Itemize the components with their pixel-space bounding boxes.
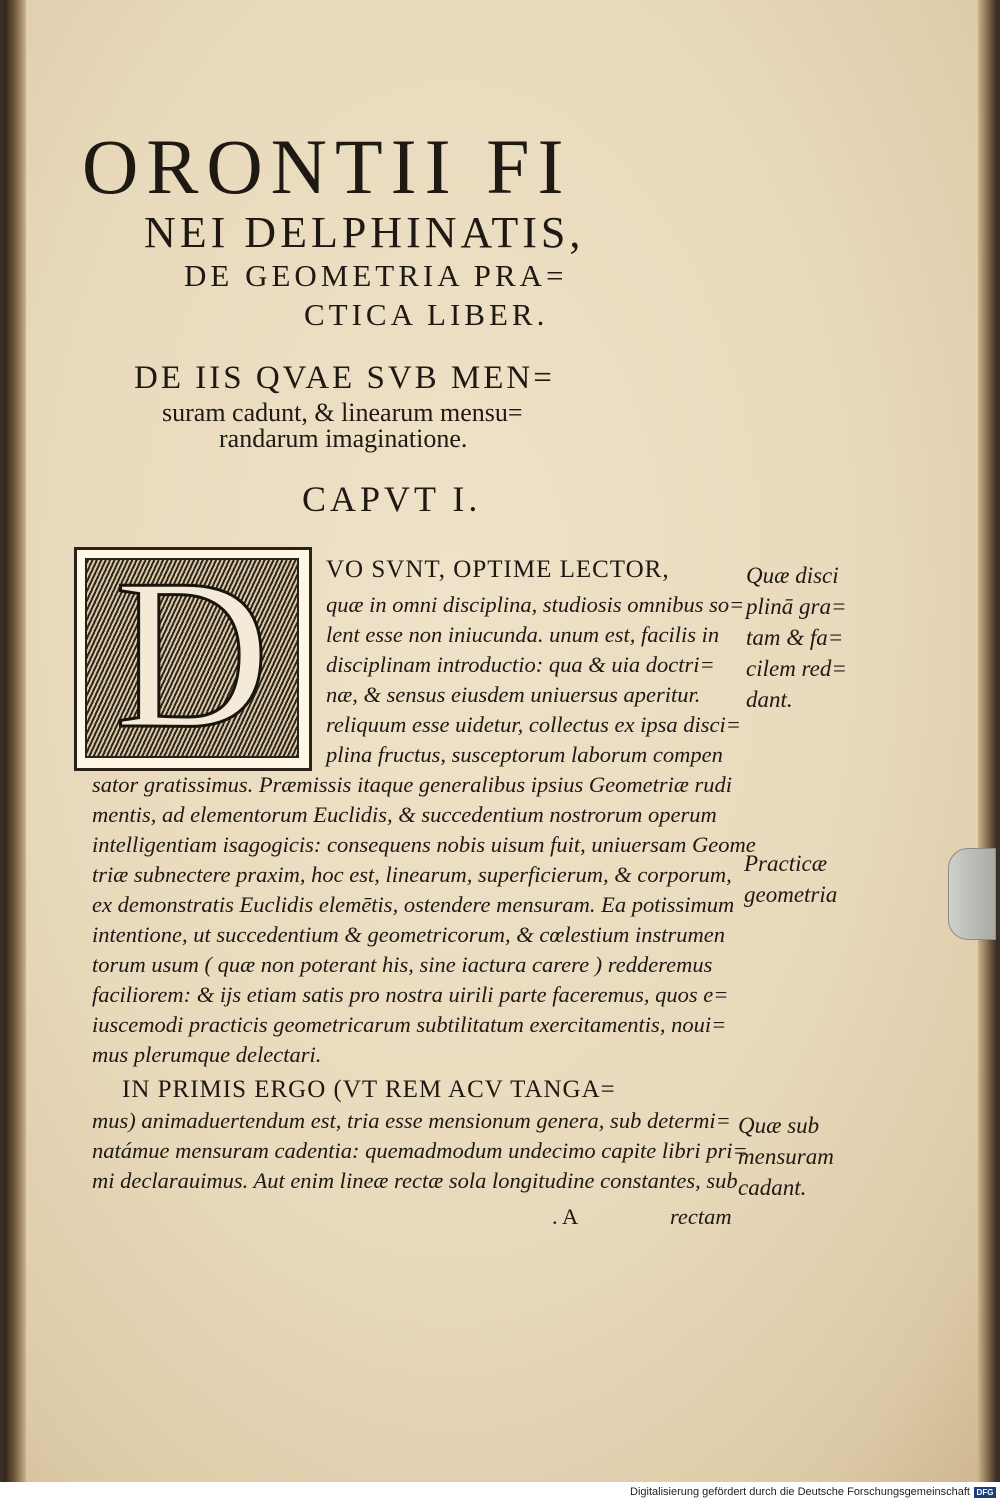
title-line-4: CTICA LIBER. [304,297,549,332]
page-clip [948,848,996,940]
body-line: intentione, ut succedentium & geometricorum, & cœlestium instrumen [92,922,726,947]
margin-note: Practicæ geometria [744,851,838,907]
body-line: natámue mensuram cadentia: quemadmodum undecimo capite libri pri= [92,1138,748,1163]
page-gutter [4,0,26,1482]
body-line: triæ subnectere praxim, hoc est, linearum, superficierum, & corporum, [92,862,732,887]
title-line-1: ORONTII FI [82,123,572,210]
footer-credit: Digitalisierung gefördert durch die Deutsche Forschungsgemeinschaft [630,1486,970,1498]
body-line: mentis, ad elementorum Euclidis, & succedentium nostrorum operum [92,802,717,827]
signature-mark: . A [552,1204,579,1229]
margin-note: Quæ sub mensuram cadant. [738,1113,834,1200]
body-line: næ, & sensus eiusdem uniuersus aperitur. [326,682,701,707]
initial-letter: D [114,534,270,773]
body-line: intelligentiam isagogicis: consequens nobis uisum fuit, uniuersam Geome [92,832,756,857]
body-line: mi declarauimus. Aut enim lineæ rectæ sola longitudine constantes, sub [92,1168,738,1193]
body-line: VO SVNT, OPTIME LECTOR, [326,556,670,583]
body-line: torum usum ( quæ non poterant his, sine iactura carere ) redderemus [92,952,713,977]
body-line: quæ in omni disciplina, studiosis omnibus so= [326,592,745,617]
page-edge [978,0,996,1482]
subtitle-line-3: randarum imaginatione. [219,424,468,453]
dfg-logo: DFG [974,1487,996,1498]
body-line: reliquum esse uidetur, collectus ex ipsa disci= [326,712,741,737]
subtitle-line-1: DE IIS QVAE SVB MEN= [134,360,555,396]
body-line: faciliorem: & ijs etiam satis pro nostra uirili parte faceremus, quos e= [92,982,729,1007]
margin-note: Quæ disci plinā gra= tam & fa= cilem red= dant. [746,563,847,712]
title-line-2: NEI DELPHINATIS, [144,208,585,257]
chapter-heading: CAPVT I. [302,479,482,519]
body-line: disciplinam introductio: qua & uia doctri= [326,652,715,677]
body-line: mus) animaduertendum est, tria esse mensionum genera, sub determi= [92,1108,731,1133]
footer-bar [0,1482,1000,1503]
body-line: mus plerumque delectari. [92,1042,322,1067]
initial-woodcut [85,534,299,773]
catchword: rectam [670,1204,732,1229]
decorated-initial [74,534,312,773]
book-page [4,0,996,1482]
body-line: IN PRIMIS ERGO (VT REM ACV TANGA= [122,1076,616,1103]
subtitle-line-2: suram cadunt, & linearum mensu= [162,398,523,427]
body-line: iuscemodi practicis geometricarum subtilitatum exercitamentis, noui= [92,1012,727,1037]
body-line: sator gratissimus. Præmissis itaque generalibus ipsius Geometriæ rudi [92,772,733,797]
body-line: lent esse non iniucunda. unum est, facilis in [326,622,720,647]
title-line-3: DE GEOMETRIA PRA= [184,258,568,293]
body-line: ex demonstratis Euclidis elemētis, ostendere mensuram. Ea potissimum [92,892,735,917]
body-line: plina fructus, susceptorum laborum compen [326,742,723,767]
